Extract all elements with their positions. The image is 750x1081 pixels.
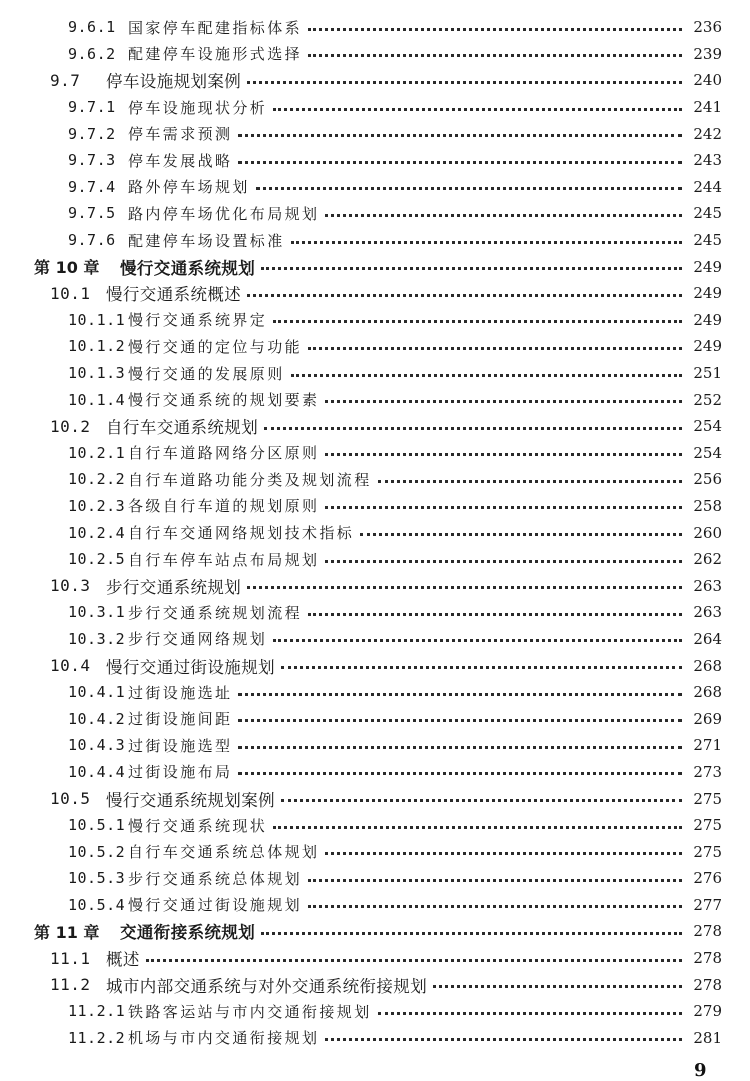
toc-subsection-entry[interactable] [0,120,750,147]
dot-leader [308,879,682,882]
dot-leader [273,320,682,323]
entry-page-number: 254 [693,443,722,462]
dot-leader [325,506,682,509]
dot-leader [325,400,682,403]
entry-number: 10.2.4 [68,523,126,542]
entry-page-number: 245 [693,231,722,250]
entry-number: 10.4.4 [68,762,126,781]
entry-page-number: 249 [693,337,722,356]
entry-page-number: 243 [693,151,722,170]
entry-page-number: 258 [693,496,722,515]
entry-title: 步行交通网络规划 [128,630,268,649]
entry-number: 10.2.3 [68,496,126,515]
dot-leader [308,613,682,616]
toc-subsection-entry[interactable] [0,546,750,573]
entry-title: 慢行交通过街设施规划 [128,896,303,915]
toc-section-entry[interactable] [0,971,750,998]
entry-number: 11.2.2 [68,1028,126,1047]
entry-number: 10.3.2 [68,629,126,648]
entry-title: 路内停车场优化布局规划 [128,204,320,223]
entry-number: 10.4.2 [68,709,126,728]
entry-number: 10.1.4 [68,390,126,409]
entry-page-number: 239 [693,44,722,63]
entry-number: 第 10 章 [34,258,100,278]
dot-leader [291,241,682,244]
dot-leader [325,1038,682,1041]
toc-section-entry[interactable] [0,572,750,599]
toc-subsection-entry[interactable] [0,1025,750,1052]
entry-title: 慢行交通系统规划 [120,258,256,278]
toc-section-entry[interactable] [0,413,750,440]
entry-page-number: 275 [693,816,722,835]
entry-page-number: 245 [693,204,722,223]
toc-subsection-entry[interactable] [0,440,750,467]
entry-page-number: 264 [693,629,722,648]
dot-leader [433,985,682,988]
entry-page-number: 275 [693,842,722,861]
entry-number: 第 11 章 [34,922,100,942]
entry-number: 9.6.2 [68,44,116,63]
toc-subsection-entry[interactable] [0,227,750,254]
toc-subsection-entry[interactable] [0,998,750,1025]
dot-leader [238,746,682,749]
entry-title: 自行车交通系统总体规划 [128,843,320,862]
toc-subsection-entry[interactable] [0,386,750,413]
entry-title: 自行车道路功能分类及规划流程 [128,470,372,489]
entry-page-number: 277 [693,895,722,914]
entry-title: 慢行交通系统规划案例 [106,790,275,810]
entry-title: 停车设施现状分析 [128,98,268,117]
toc-subsection-entry[interactable] [0,200,750,227]
entry-title: 过街设施选址 [128,683,233,702]
entry-title: 路外停车场规划 [128,178,250,197]
entry-title: 慢行交通的发展原则 [128,364,285,383]
entry-number: 10.5.1 [68,816,126,835]
entry-number: 10.2.1 [68,443,126,462]
toc-subsection-entry[interactable] [0,14,750,41]
toc-subsection-entry[interactable] [0,732,750,759]
dot-leader [238,772,682,775]
dot-leader [281,666,682,669]
entry-page-number: 256 [693,470,722,489]
dot-leader [308,347,682,350]
entry-title: 慢行交通过街设施规划 [106,657,275,677]
toc-subsection-entry[interactable] [0,812,750,839]
entry-title: 自行车停车站点布局规划 [128,550,320,569]
dot-leader [308,54,682,57]
toc-subsection-entry[interactable] [0,865,750,892]
entry-number: 9.7.5 [68,204,116,223]
dot-leader [291,374,682,377]
entry-title: 过街设施间距 [128,710,233,729]
toc-subsection-entry[interactable] [0,838,750,865]
entry-page-number: 278 [693,975,722,994]
entry-title: 交通衔接系统规划 [120,923,256,943]
entry-title: 机场与市内交通衔接规划 [128,1029,320,1048]
dot-leader [308,905,682,908]
entry-title: 自行车交通系统规划 [106,418,259,438]
entry-page-number: 268 [693,656,722,675]
entry-page-number: 260 [693,523,722,542]
entry-number: 9.6.1 [68,18,116,37]
toc-subsection-entry[interactable] [0,705,750,732]
entry-title: 停车设施规划案例 [106,72,242,92]
entry-number: 10.4 [50,656,91,676]
toc-chapter-entry[interactable] [0,253,750,280]
dot-leader [273,826,682,829]
toc-subsection-entry[interactable] [0,147,750,174]
toc-subsection-entry[interactable] [0,519,750,546]
dot-leader [325,214,682,217]
entry-page-number: 276 [693,869,722,888]
entry-number: 11.2.1 [68,1002,126,1021]
entry-title: 慢行交通系统的规划要素 [128,391,320,410]
entry-page-number: 278 [693,922,722,941]
entry-title: 步行交通系统规划 [106,577,242,597]
dot-leader [238,693,682,696]
entry-page-number: 263 [693,603,722,622]
entry-title: 停车需求预测 [128,125,233,144]
entry-page-number: 249 [693,310,722,329]
page-number: 9 [694,1060,707,1081]
entry-number: 9.7 [50,70,81,90]
entry-number: 10.5.4 [68,895,126,914]
entry-page-number: 244 [693,177,722,196]
entry-title: 国家停车配建指标体系 [128,18,303,37]
entry-number: 10.1 [50,283,91,303]
entry-number: 9.7.1 [68,98,116,117]
dot-leader [261,267,682,270]
toc-section-entry[interactable] [0,945,750,972]
dot-leader [238,161,682,164]
toc-subsection-entry[interactable] [0,493,750,520]
dot-leader [247,586,682,589]
entry-number: 9.7.4 [68,177,116,196]
toc-section-entry[interactable] [0,280,750,307]
dot-leader [261,932,682,935]
entry-title: 步行交通系统总体规划 [128,869,303,888]
entry-page-number: 271 [693,736,722,755]
toc-subsection-entry[interactable] [0,360,750,387]
dot-leader [325,560,682,563]
entry-page-number: 240 [693,71,722,90]
entry-page-number: 262 [693,550,722,569]
entry-number: 9.7.3 [68,151,116,170]
entry-number: 10.2.5 [68,550,126,569]
entry-page-number: 241 [693,98,722,117]
entry-title: 自行车交通网络规划技术指标 [128,524,355,543]
entry-number: 10.5.2 [68,842,126,861]
toc-subsection-entry[interactable] [0,892,750,919]
dot-leader [146,959,682,962]
entry-number: 10.4.1 [68,683,126,702]
entry-title: 过街设施布局 [128,763,233,782]
dot-leader [238,134,682,137]
toc-subsection-entry[interactable] [0,94,750,121]
entry-title: 配建停车场设置标准 [128,231,285,250]
dot-leader [273,108,682,111]
toc-subsection-entry[interactable] [0,626,750,653]
toc-subsection-entry[interactable] [0,307,750,334]
entry-number: 10.1.1 [68,310,126,329]
entry-number: 10.2 [50,416,91,436]
entry-title: 各级自行车道的规划原则 [128,497,320,516]
entry-page-number: 273 [693,762,722,781]
dot-leader [308,28,682,31]
dot-leader [264,427,682,430]
entry-title: 概述 [106,950,140,970]
entry-page-number: 269 [693,709,722,728]
toc-subsection-entry[interactable] [0,333,750,360]
entry-page-number: 236 [693,18,722,37]
dot-leader [273,639,682,642]
dot-leader [378,480,682,483]
entry-number: 10.1.3 [68,364,126,383]
toc-section-entry[interactable] [0,785,750,812]
entry-page-number: 281 [693,1028,722,1047]
entry-number: 10.4.3 [68,736,126,755]
entry-page-number: 249 [693,284,722,303]
entry-page-number: 254 [693,417,722,436]
toc-subsection-entry[interactable] [0,41,750,68]
dot-leader [325,453,682,456]
toc-subsection-entry[interactable] [0,679,750,706]
entry-title: 慢行交通的定位与功能 [128,337,303,356]
toc-section-entry[interactable] [0,652,750,679]
entry-page-number: 268 [693,683,722,702]
entry-page-number: 278 [693,949,722,968]
toc-subsection-entry[interactable] [0,599,750,626]
entry-title: 慢行交通系统现状 [128,816,268,835]
toc-chapter-entry[interactable] [0,918,750,945]
entry-page-number: 252 [693,390,722,409]
entry-page-number: 251 [693,364,722,383]
toc-subsection-entry[interactable] [0,174,750,201]
entry-title: 城市内部交通系统与对外交通系统衔接规划 [106,976,428,996]
dot-leader [360,533,682,536]
entry-number: 10.1.2 [68,337,126,356]
entry-page-number: 242 [693,124,722,143]
dot-leader [378,1012,682,1015]
dot-leader [247,294,682,297]
entry-number: 10.3 [50,576,91,596]
table-of-contents [0,14,750,1051]
entry-title: 慢行交通系统界定 [128,311,268,330]
entry-title: 自行车道路网络分区原则 [128,444,320,463]
entry-number: 10.3.1 [68,603,126,622]
dot-leader [247,81,682,84]
toc-subsection-entry[interactable] [0,759,750,786]
entry-title: 步行交通系统规划流程 [128,603,303,622]
entry-number: 9.7.6 [68,231,116,250]
entry-number: 9.7.2 [68,124,116,143]
dot-leader [238,719,682,722]
entry-title: 铁路客运站与市内交通衔接规划 [128,1002,372,1021]
toc-section-entry[interactable] [0,67,750,94]
toc-subsection-entry[interactable] [0,466,750,493]
entry-page-number: 249 [693,257,722,276]
entry-title: 慢行交通系统概述 [106,285,242,305]
entry-number: 10.2.2 [68,470,126,489]
dot-leader [281,799,682,802]
entry-number: 10.5 [50,789,91,809]
entry-title: 配建停车设施形式选择 [128,45,303,64]
entry-page-number: 263 [693,576,722,595]
entry-page-number: 279 [693,1002,722,1021]
entry-number: 11.1 [50,948,91,968]
dot-leader [325,852,682,855]
entry-number: 11.2 [50,975,91,995]
entry-page-number: 275 [693,789,722,808]
dot-leader [256,187,682,190]
entry-title: 停车发展战略 [128,151,233,170]
entry-number: 10.5.3 [68,869,126,888]
entry-title: 过街设施选型 [128,736,233,755]
